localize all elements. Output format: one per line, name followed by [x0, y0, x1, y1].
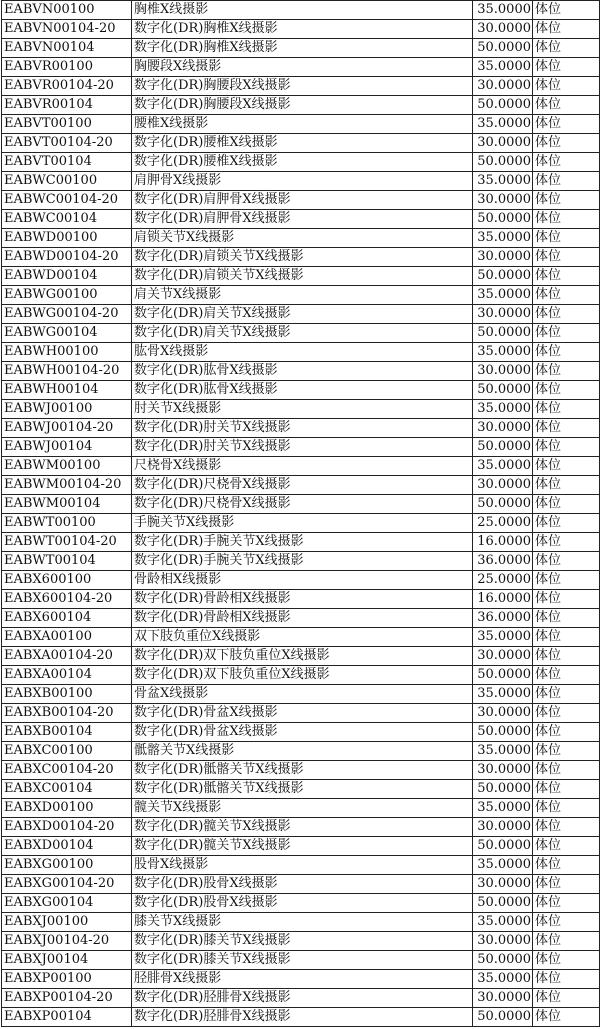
table-row	[2, 970, 600, 989]
unit-cell: 体位	[533, 400, 600, 419]
table-row	[2, 96, 600, 115]
table-row	[2, 989, 600, 1008]
unit-cell: 体位	[533, 134, 600, 153]
unit-cell: 体位	[533, 229, 600, 248]
item-name-cell: 胸椎X线摄影	[132, 1, 473, 20]
item-name-cell: 肘关节X线摄影	[132, 400, 473, 419]
item-name-cell: 尺桡骨X线摄影	[132, 457, 473, 476]
unit-cell: 体位	[533, 685, 600, 704]
price-cell: 30.0000	[473, 818, 533, 837]
item-code-cell: EABWM00104-20	[2, 476, 132, 495]
price-cell: 30.0000	[473, 134, 533, 153]
price-cell: 50.0000	[473, 267, 533, 286]
price-cell: 50.0000	[473, 210, 533, 229]
price-cell: 30.0000	[473, 932, 533, 951]
item-code-cell: EABXB00104	[2, 723, 132, 742]
item-name-cell: 数字化(DR)双下肢负重位X线摄影	[132, 647, 473, 666]
item-name-cell: 数字化(DR)肱骨X线摄影	[132, 381, 473, 400]
unit-cell: 体位	[533, 818, 600, 837]
item-name-cell: 数字化(DR)骨盆X线摄影	[132, 704, 473, 723]
item-code-cell: EABWD00104	[2, 267, 132, 286]
table-row	[2, 704, 600, 723]
unit-cell: 体位	[533, 666, 600, 685]
table-row	[2, 248, 600, 267]
item-code-cell: EABWT00104	[2, 552, 132, 571]
unit-cell: 体位	[533, 476, 600, 495]
table-row	[2, 552, 600, 571]
table-row	[2, 134, 600, 153]
unit-cell: 体位	[533, 20, 600, 39]
price-cell: 50.0000	[473, 96, 533, 115]
price-table-body	[2, 1, 600, 1027]
item-name-cell: 数字化(DR)骶髂关节X线摄影	[132, 761, 473, 780]
unit-cell: 体位	[533, 172, 600, 191]
price-cell: 50.0000	[473, 723, 533, 742]
item-name-cell: 数字化(DR)尺桡骨X线摄影	[132, 476, 473, 495]
item-name-cell: 数字化(DR)膝关节X线摄影	[132, 932, 473, 951]
unit-cell: 体位	[533, 39, 600, 58]
item-code-cell: EABXD00104-20	[2, 818, 132, 837]
table-row	[2, 438, 600, 457]
price-cell: 16.0000	[473, 590, 533, 609]
price-cell: 25.0000	[473, 514, 533, 533]
item-name-cell: 膝关节X线摄影	[132, 913, 473, 932]
unit-cell: 体位	[533, 248, 600, 267]
table-row	[2, 818, 600, 837]
item-name-cell: 股骨X线摄影	[132, 856, 473, 875]
table-row	[2, 913, 600, 932]
table-row	[2, 153, 600, 172]
unit-cell: 体位	[533, 970, 600, 989]
table-row	[2, 742, 600, 761]
item-code-cell: EABVR00104-20	[2, 77, 132, 96]
table-row	[2, 590, 600, 609]
item-name-cell: 数字化(DR)肩锁关节X线摄影	[132, 248, 473, 267]
item-name-cell: 数字化(DR)尺桡骨X线摄影	[132, 495, 473, 514]
price-cell: 30.0000	[473, 704, 533, 723]
item-name-cell: 数字化(DR)手腕关节X线摄影	[132, 552, 473, 571]
item-name-cell: 数字化(DR)胸椎X线摄影	[132, 39, 473, 58]
item-code-cell: EABWM00100	[2, 457, 132, 476]
price-cell: 50.0000	[473, 894, 533, 913]
table-row	[2, 514, 600, 533]
unit-cell: 体位	[533, 1008, 600, 1027]
table-row	[2, 932, 600, 951]
price-cell: 50.0000	[473, 324, 533, 343]
item-code-cell: EABXD00100	[2, 799, 132, 818]
item-code-cell: EABVT00100	[2, 115, 132, 134]
price-cell: 30.0000	[473, 647, 533, 666]
item-name-cell: 数字化(DR)股骨X线摄影	[132, 894, 473, 913]
item-name-cell: 手腕关节X线摄影	[132, 514, 473, 533]
item-code-cell: EABWC00104-20	[2, 191, 132, 210]
price-cell: 35.0000	[473, 1, 533, 20]
table-row	[2, 476, 600, 495]
price-cell: 50.0000	[473, 39, 533, 58]
table-row	[2, 362, 600, 381]
table-row	[2, 20, 600, 39]
item-code-cell: EABWC00100	[2, 172, 132, 191]
price-cell: 35.0000	[473, 229, 533, 248]
unit-cell: 体位	[533, 495, 600, 514]
price-cell: 50.0000	[473, 153, 533, 172]
unit-cell: 体位	[533, 153, 600, 172]
unit-cell: 体位	[533, 837, 600, 856]
price-cell: 50.0000	[473, 381, 533, 400]
item-name-cell: 数字化(DR)肘关节X线摄影	[132, 438, 473, 457]
table-row	[2, 780, 600, 799]
table-row	[2, 875, 600, 894]
unit-cell: 体位	[533, 723, 600, 742]
unit-cell: 体位	[533, 742, 600, 761]
unit-cell: 体位	[533, 932, 600, 951]
item-name-cell: 髋关节X线摄影	[132, 799, 473, 818]
price-cell: 35.0000	[473, 685, 533, 704]
item-name-cell: 数字化(DR)双下肢负重位X线摄影	[132, 666, 473, 685]
table-row	[2, 723, 600, 742]
item-name-cell: 数字化(DR)骨龄相X线摄影	[132, 609, 473, 628]
item-code-cell: EABX600104-20	[2, 590, 132, 609]
item-name-cell: 骶髂关节X线摄影	[132, 742, 473, 761]
price-cell: 30.0000	[473, 20, 533, 39]
item-code-cell: EABXJ00100	[2, 913, 132, 932]
price-cell: 30.0000	[473, 419, 533, 438]
table-row	[2, 571, 600, 590]
item-code-cell: EABVT00104-20	[2, 134, 132, 153]
item-name-cell: 肩关节X线摄影	[132, 286, 473, 305]
table-row	[2, 666, 600, 685]
unit-cell: 体位	[533, 96, 600, 115]
item-code-cell: EABVT00104	[2, 153, 132, 172]
item-code-cell: EABXP00100	[2, 970, 132, 989]
item-name-cell: 数字化(DR)胸椎X线摄影	[132, 20, 473, 39]
item-code-cell: EABXC00100	[2, 742, 132, 761]
item-code-cell: EABWD00100	[2, 229, 132, 248]
price-cell: 50.0000	[473, 780, 533, 799]
table-row	[2, 419, 600, 438]
price-cell: 30.0000	[473, 989, 533, 1008]
item-code-cell: EABWM00104	[2, 495, 132, 514]
unit-cell: 体位	[533, 438, 600, 457]
item-code-cell: EABXD00104	[2, 837, 132, 856]
table-row	[2, 837, 600, 856]
price-cell: 30.0000	[473, 875, 533, 894]
table-row	[2, 799, 600, 818]
item-code-cell: EABX600104	[2, 609, 132, 628]
unit-cell: 体位	[533, 761, 600, 780]
item-code-cell: EABWH00104	[2, 381, 132, 400]
item-code-cell: EABXC00104-20	[2, 761, 132, 780]
item-code-cell: EABVR00104	[2, 96, 132, 115]
unit-cell: 体位	[533, 951, 600, 970]
price-cell: 35.0000	[473, 457, 533, 476]
item-name-cell: 数字化(DR)胸腰段X线摄影	[132, 77, 473, 96]
item-name-cell: 胸腰段X线摄影	[132, 58, 473, 77]
price-cell: 36.0000	[473, 609, 533, 628]
price-cell: 30.0000	[473, 362, 533, 381]
item-name-cell: 数字化(DR)腰椎X线摄影	[132, 134, 473, 153]
price-cell: 30.0000	[473, 77, 533, 96]
item-code-cell: EABXB00100	[2, 685, 132, 704]
item-name-cell: 肩锁关节X线摄影	[132, 229, 473, 248]
item-name-cell: 数字化(DR)肩关节X线摄影	[132, 305, 473, 324]
item-code-cell: EABXP00104	[2, 1008, 132, 1027]
item-name-cell: 数字化(DR)胸腰段X线摄影	[132, 96, 473, 115]
item-code-cell: EABXA00104-20	[2, 647, 132, 666]
item-code-cell: EABWT00100	[2, 514, 132, 533]
unit-cell: 体位	[533, 343, 600, 362]
table-row	[2, 400, 600, 419]
item-code-cell: EABXP00104-20	[2, 989, 132, 1008]
price-cell: 35.0000	[473, 799, 533, 818]
price-cell: 30.0000	[473, 476, 533, 495]
table-row	[2, 533, 600, 552]
price-cell: 35.0000	[473, 400, 533, 419]
table-row	[2, 1008, 600, 1027]
item-name-cell: 数字化(DR)骨盆X线摄影	[132, 723, 473, 742]
item-code-cell: EABXA00104	[2, 666, 132, 685]
item-code-cell: EABWJ00104-20	[2, 419, 132, 438]
unit-cell: 体位	[533, 552, 600, 571]
price-cell: 35.0000	[473, 58, 533, 77]
unit-cell: 体位	[533, 191, 600, 210]
unit-cell: 体位	[533, 913, 600, 932]
table-row	[2, 191, 600, 210]
item-code-cell: EABXJ00104	[2, 951, 132, 970]
item-code-cell: EABWH00100	[2, 343, 132, 362]
item-code-cell: EABXG00100	[2, 856, 132, 875]
unit-cell: 体位	[533, 609, 600, 628]
table-row	[2, 609, 600, 628]
price-cell: 30.0000	[473, 191, 533, 210]
unit-cell: 体位	[533, 989, 600, 1008]
unit-cell: 体位	[533, 628, 600, 647]
price-cell: 35.0000	[473, 742, 533, 761]
unit-cell: 体位	[533, 324, 600, 343]
table-row	[2, 647, 600, 666]
unit-cell: 体位	[533, 362, 600, 381]
item-name-cell: 数字化(DR)肩胛骨X线摄影	[132, 210, 473, 229]
item-code-cell: EABXC00104	[2, 780, 132, 799]
item-name-cell: 数字化(DR)膝关节X线摄影	[132, 951, 473, 970]
price-cell: 50.0000	[473, 666, 533, 685]
item-name-cell: 数字化(DR)腰椎X线摄影	[132, 153, 473, 172]
table-row	[2, 628, 600, 647]
price-table	[1, 0, 600, 1027]
unit-cell: 体位	[533, 704, 600, 723]
unit-cell: 体位	[533, 856, 600, 875]
price-cell: 35.0000	[473, 856, 533, 875]
unit-cell: 体位	[533, 780, 600, 799]
unit-cell: 体位	[533, 894, 600, 913]
price-cell: 35.0000	[473, 286, 533, 305]
unit-cell: 体位	[533, 381, 600, 400]
price-cell: 35.0000	[473, 913, 533, 932]
item-code-cell: EABXG00104-20	[2, 875, 132, 894]
item-name-cell: 数字化(DR)肱骨X线摄影	[132, 362, 473, 381]
unit-cell: 体位	[533, 305, 600, 324]
item-name-cell: 数字化(DR)肩胛骨X线摄影	[132, 191, 473, 210]
unit-cell: 体位	[533, 77, 600, 96]
unit-cell: 体位	[533, 590, 600, 609]
item-code-cell: EABVR00100	[2, 58, 132, 77]
item-code-cell: EABWJ00100	[2, 400, 132, 419]
table-row	[2, 210, 600, 229]
table-row	[2, 267, 600, 286]
item-code-cell: EABVN00104	[2, 39, 132, 58]
table-row	[2, 229, 600, 248]
item-code-cell: EABXJ00104-20	[2, 932, 132, 951]
price-cell: 16.0000	[473, 533, 533, 552]
table-row	[2, 115, 600, 134]
price-cell: 25.0000	[473, 571, 533, 590]
price-cell: 30.0000	[473, 761, 533, 780]
price-cell: 35.0000	[473, 343, 533, 362]
table-row	[2, 172, 600, 191]
unit-cell: 体位	[533, 419, 600, 438]
item-name-cell: 数字化(DR)胫腓骨X线摄影	[132, 989, 473, 1008]
unit-cell: 体位	[533, 514, 600, 533]
item-code-cell: EABWG00100	[2, 286, 132, 305]
item-name-cell: 数字化(DR)手腕关节X线摄影	[132, 533, 473, 552]
price-cell: 50.0000	[473, 1008, 533, 1027]
unit-cell: 体位	[533, 1, 600, 20]
item-code-cell: EABXA00100	[2, 628, 132, 647]
price-cell: 36.0000	[473, 552, 533, 571]
table-row	[2, 305, 600, 324]
price-cell: 50.0000	[473, 438, 533, 457]
unit-cell: 体位	[533, 799, 600, 818]
table-row	[2, 761, 600, 780]
unit-cell: 体位	[533, 115, 600, 134]
item-code-cell: EABWG00104-20	[2, 305, 132, 324]
item-name-cell: 数字化(DR)肘关节X线摄影	[132, 419, 473, 438]
item-name-cell: 骨龄相X线摄影	[132, 571, 473, 590]
table-row	[2, 286, 600, 305]
item-code-cell: EABXB00104-20	[2, 704, 132, 723]
item-code-cell: EABWD00104-20	[2, 248, 132, 267]
item-name-cell: 肱骨X线摄影	[132, 343, 473, 362]
table-row	[2, 343, 600, 362]
item-name-cell: 数字化(DR)髋关节X线摄影	[132, 818, 473, 837]
table-row	[2, 58, 600, 77]
unit-cell: 体位	[533, 286, 600, 305]
table-row	[2, 495, 600, 514]
unit-cell: 体位	[533, 58, 600, 77]
item-code-cell: EABVN00100	[2, 1, 132, 20]
table-row	[2, 856, 600, 875]
price-cell: 50.0000	[473, 951, 533, 970]
item-name-cell: 腰椎X线摄影	[132, 115, 473, 134]
item-code-cell: EABWT00104-20	[2, 533, 132, 552]
item-name-cell: 数字化(DR)股骨X线摄影	[132, 875, 473, 894]
table-row	[2, 381, 600, 400]
unit-cell: 体位	[533, 210, 600, 229]
unit-cell: 体位	[533, 533, 600, 552]
price-cell: 50.0000	[473, 837, 533, 856]
item-name-cell: 双下肢负重位X线摄影	[132, 628, 473, 647]
item-code-cell: EABX600100	[2, 571, 132, 590]
item-code-cell: EABWG00104	[2, 324, 132, 343]
table-row	[2, 894, 600, 913]
item-name-cell: 数字化(DR)髋关节X线摄影	[132, 837, 473, 856]
item-name-cell: 数字化(DR)胫腓骨X线摄影	[132, 1008, 473, 1027]
table-row	[2, 77, 600, 96]
item-name-cell: 数字化(DR)骶髂关节X线摄影	[132, 780, 473, 799]
unit-cell: 体位	[533, 647, 600, 666]
price-cell: 30.0000	[473, 305, 533, 324]
table-row	[2, 457, 600, 476]
table-row	[2, 951, 600, 970]
table-row	[2, 39, 600, 58]
price-cell: 35.0000	[473, 172, 533, 191]
item-name-cell: 数字化(DR)骨龄相X线摄影	[132, 590, 473, 609]
unit-cell: 体位	[533, 571, 600, 590]
price-cell: 50.0000	[473, 495, 533, 514]
item-name-cell: 骨盆X线摄影	[132, 685, 473, 704]
item-code-cell: EABVN00104-20	[2, 20, 132, 39]
price-cell: 35.0000	[473, 628, 533, 647]
table-row	[2, 324, 600, 343]
item-name-cell: 数字化(DR)肩锁关节X线摄影	[132, 267, 473, 286]
unit-cell: 体位	[533, 457, 600, 476]
table-row	[2, 1, 600, 20]
item-name-cell: 肩胛骨X线摄影	[132, 172, 473, 191]
price-cell: 30.0000	[473, 248, 533, 267]
item-code-cell: EABWC00104	[2, 210, 132, 229]
table-row	[2, 685, 600, 704]
unit-cell: 体位	[533, 267, 600, 286]
item-name-cell: 胫腓骨X线摄影	[132, 970, 473, 989]
item-code-cell: EABWH00104-20	[2, 362, 132, 381]
item-code-cell: EABWJ00104	[2, 438, 132, 457]
price-cell: 35.0000	[473, 970, 533, 989]
item-code-cell: EABXG00104	[2, 894, 132, 913]
item-name-cell: 数字化(DR)肩关节X线摄影	[132, 324, 473, 343]
price-cell: 35.0000	[473, 115, 533, 134]
unit-cell: 体位	[533, 875, 600, 894]
